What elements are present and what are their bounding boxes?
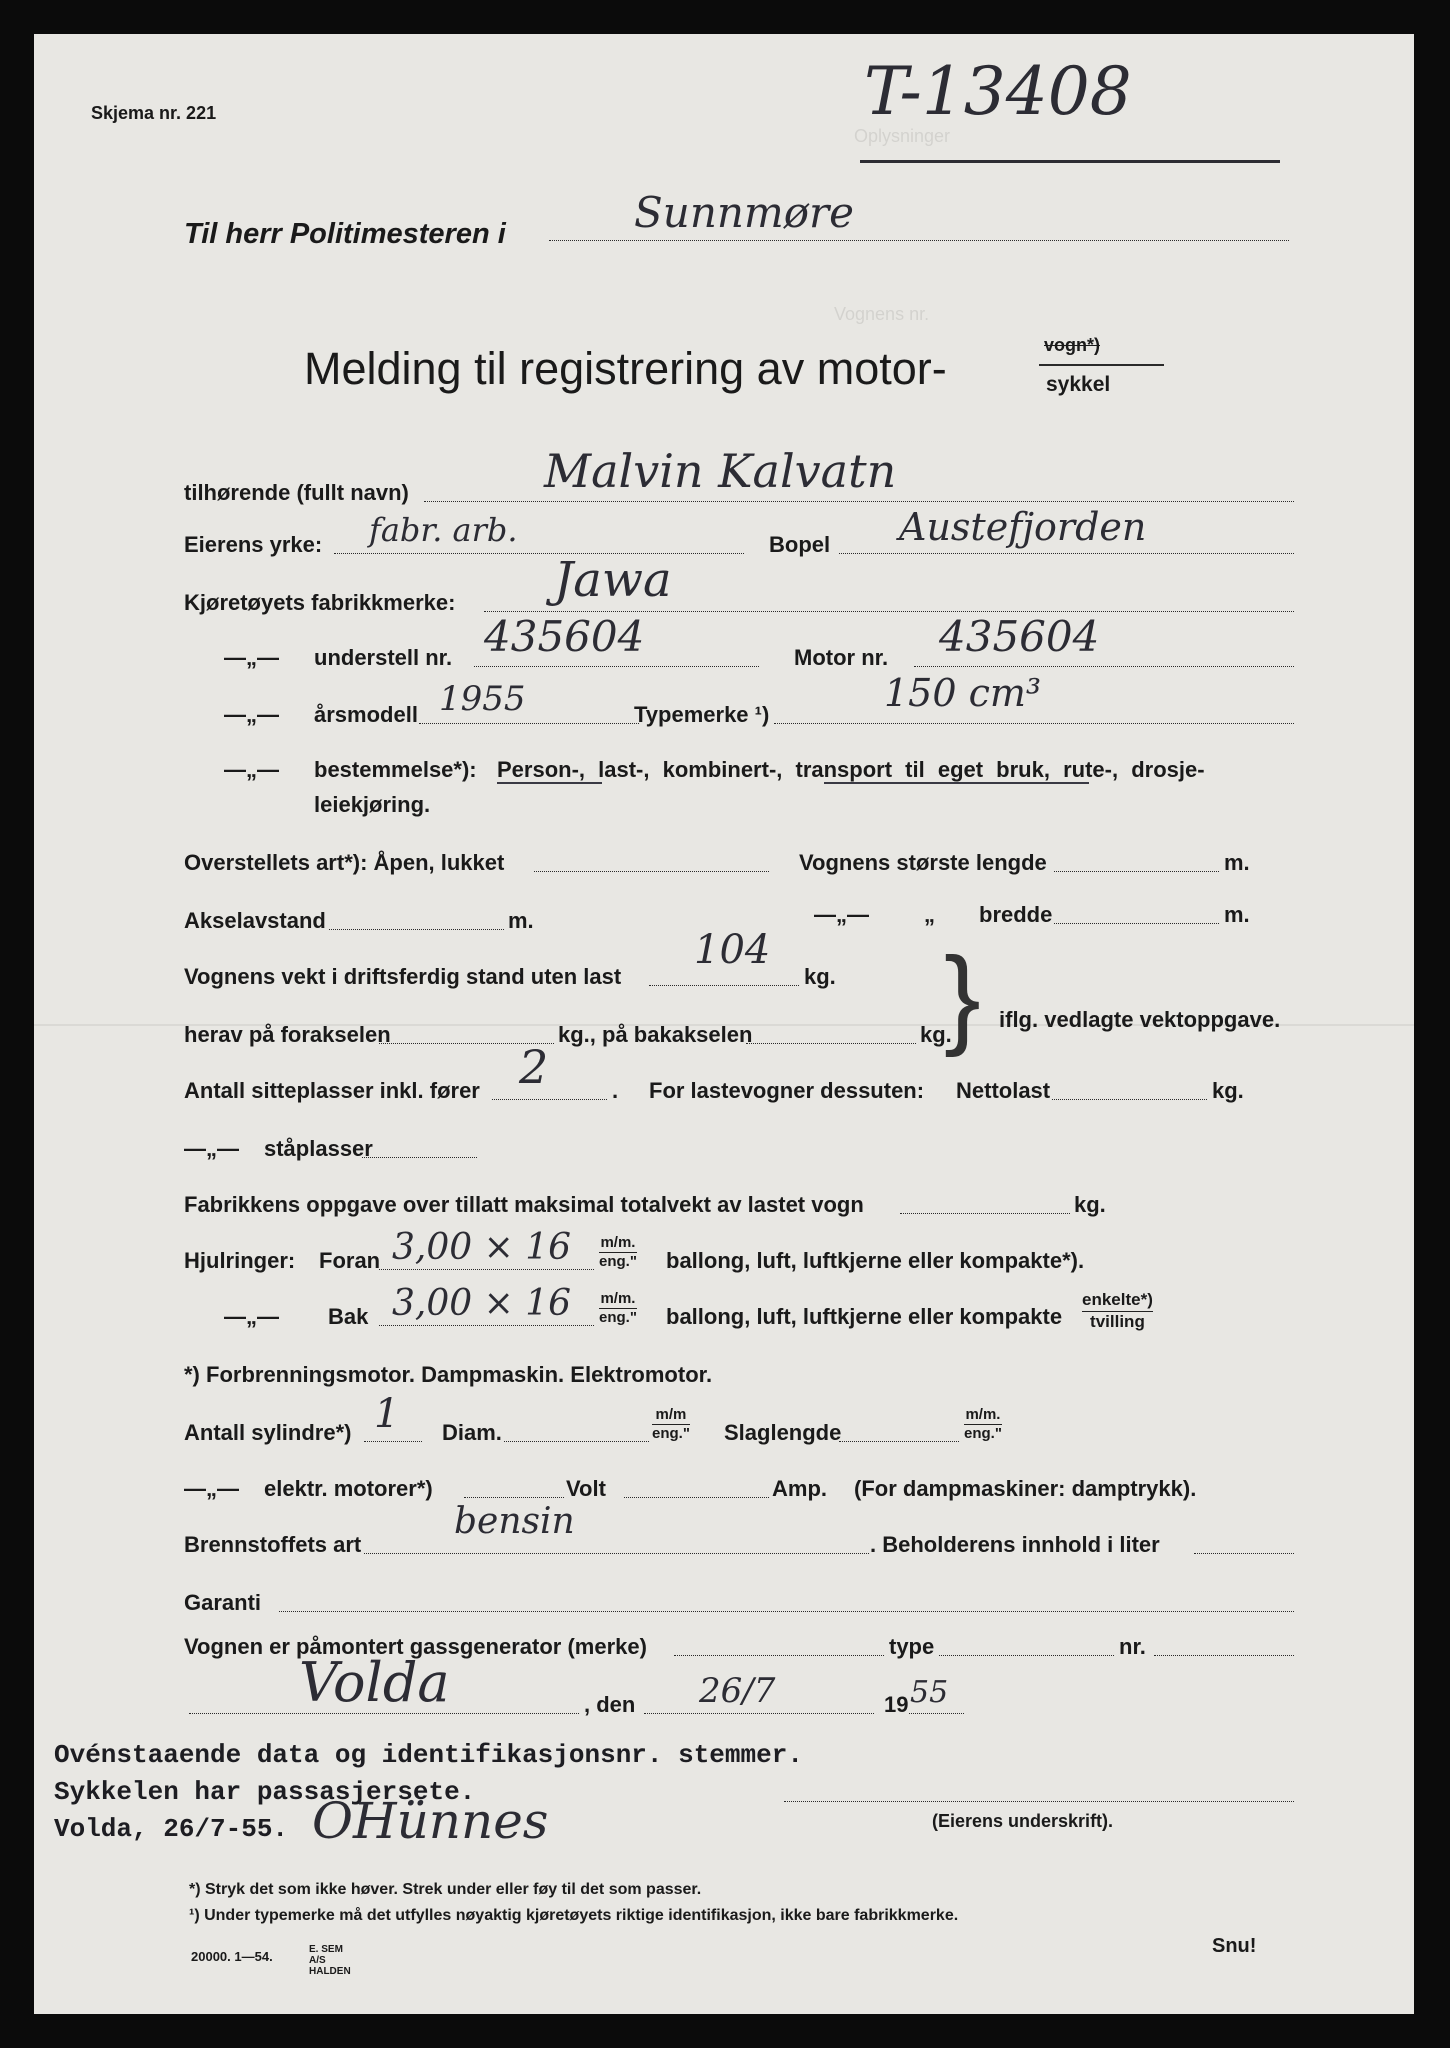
net-load-line	[1052, 1099, 1207, 1100]
warranty-line	[279, 1611, 1294, 1612]
footnote-1: *) Stryk det som ikke høver. Strek under eller føy til det som passer.	[189, 1881, 702, 1898]
turn-over-note: Snu!	[1212, 1935, 1257, 1957]
gas-type-label: type	[889, 1634, 935, 1659]
rear-wheel-value: 3,00 × 16	[392, 1283, 572, 1324]
make-label: Kjøretøyets fabrikkmerke:	[184, 590, 456, 615]
title-option-sykkel: sykkel	[1046, 373, 1111, 396]
owner-signature-label: (Eierens underskrift).	[932, 1811, 1114, 1831]
diam-line	[504, 1441, 649, 1442]
purpose-label: bestemmelse*):	[314, 757, 477, 782]
fuel-value: bensin	[454, 1501, 575, 1542]
purpose-underline-person	[497, 782, 602, 784]
volt-label: Volt	[566, 1476, 606, 1501]
length-line	[1054, 871, 1219, 872]
cylinders-value: 1	[374, 1391, 400, 1437]
length-label: Vognens største lengde	[799, 850, 1047, 875]
case-number: T-13408	[864, 53, 1132, 130]
diam-unit: m/m eng."	[652, 1406, 690, 1443]
cylinders-label: Antall sylindre*)	[184, 1420, 352, 1445]
date-line	[644, 1713, 874, 1714]
chassis-label: understell nr.	[314, 645, 453, 670]
title-fraction-bar	[1039, 364, 1164, 366]
ditto-mark: —„—	[224, 645, 279, 670]
volt-line	[624, 1497, 769, 1498]
seats-line	[492, 1099, 607, 1100]
width-label: bredde	[979, 902, 1053, 927]
cargo-label: For lastevogner dessuten:	[649, 1078, 925, 1103]
front-tire-unit: m/m. eng."	[599, 1234, 637, 1271]
year-prefix: 19	[884, 1692, 909, 1717]
printer-number: 20000. 1—54.	[191, 1949, 273, 1964]
ditto-mark: —„—	[224, 1304, 279, 1329]
stroke-label: Slaglengde	[724, 1420, 842, 1445]
residence-label: Bopel	[769, 532, 831, 557]
type-value: 150 cm³	[884, 671, 1042, 715]
max-weight-label: Fabrikkens oppgave over tillatt maksimal totalvekt av lastet vogn	[184, 1192, 864, 1217]
net-load-label: Nettolast	[956, 1078, 1051, 1103]
ditto-mark: —„—	[224, 757, 279, 782]
tank-line	[1194, 1553, 1294, 1554]
printer-name: E. SEM A/S HALDEN	[309, 1944, 351, 1977]
purpose-options: Person-, last-, kombinert-, transport til eget bruk, rute-, drosje-	[497, 757, 1205, 782]
electric-line	[464, 1497, 564, 1498]
rear-tire-unit: m/m. eng."	[599, 1290, 637, 1327]
year-value: 1955	[439, 679, 526, 719]
type-line	[774, 723, 1294, 724]
stroke-unit: m/m. eng."	[964, 1406, 1002, 1443]
officer-initials: OHünnes	[312, 1792, 549, 1850]
amp-label: Amp.	[772, 1476, 827, 1501]
front-wheel-label: Foran	[319, 1248, 381, 1273]
front-wheel-value: 3,00 × 16	[392, 1227, 572, 1268]
recipient-label: Til herr Politimesteren i	[184, 218, 506, 250]
gas-brand-line	[674, 1655, 884, 1656]
recipient-value: Sunnmøre	[634, 188, 854, 237]
form-title: Melding til registrering av motor-	[304, 343, 947, 394]
seats-value: 2	[519, 1040, 549, 1094]
typed-note-line1: Ovénstaaende data og identifikasjonsnr. stemmer.	[54, 1740, 803, 1770]
typed-note-line2: Sykkelen har passasjersete.	[54, 1777, 476, 1807]
front-axle-label: herav på forakselen	[184, 1022, 391, 1047]
max-weight-unit: kg.	[1074, 1192, 1106, 1217]
weight-note: iflg. vedlagte vektoppgave.	[999, 1007, 1281, 1032]
single-or-twin: enkelte*) tvilling	[1082, 1290, 1153, 1331]
recipient-line	[549, 240, 1289, 241]
cylinders-line	[364, 1441, 422, 1442]
gas-nr-line	[1154, 1655, 1294, 1656]
net-load-unit: kg.	[1212, 1078, 1244, 1103]
owner-label: tilhørende (fullt navn)	[184, 480, 409, 505]
typed-note-line3: Volda, 26/7-55.	[54, 1814, 289, 1844]
owner-signature-line	[784, 1801, 1294, 1802]
axle-unit: m.	[508, 908, 534, 933]
axle-line	[329, 929, 504, 930]
title-option-vogn: vogn*)	[1044, 335, 1100, 355]
rear-wheel-line	[379, 1325, 594, 1326]
weight-bracket: }	[944, 935, 981, 1058]
weight-label: Vognens vekt i driftsferdig stand uten last	[184, 964, 622, 989]
occupation-line	[334, 553, 744, 554]
seats-label: Antall sitteplasser inkl. fører	[184, 1078, 480, 1103]
gas-nr-label: nr.	[1119, 1634, 1146, 1659]
length-unit: m.	[1224, 850, 1250, 875]
tank-label: . Beholderens innhold i liter	[870, 1532, 1160, 1557]
motor-line	[914, 666, 1294, 667]
fuel-line	[364, 1553, 869, 1554]
owner-value: Malvin Kalvatn	[544, 444, 897, 498]
front-wheel-line	[379, 1269, 594, 1270]
purpose-underline-transport	[824, 782, 1089, 784]
year-line	[909, 1713, 964, 1714]
weight-value: 104	[694, 927, 771, 973]
year-label: årsmodell	[314, 702, 418, 727]
rear-axle-unit: kg.	[920, 1022, 952, 1047]
motor-label: Motor nr.	[794, 645, 889, 670]
occupation-label: Eierens yrke:	[184, 532, 323, 557]
chassis-value: 435604	[484, 612, 645, 661]
year-line	[419, 723, 639, 724]
width-unit: m.	[1224, 902, 1250, 927]
ditto-quote: „	[924, 902, 935, 927]
place-value: Volda	[299, 1651, 450, 1714]
date-label: , den	[584, 1692, 636, 1717]
motor-value: 435604	[939, 612, 1100, 661]
case-number-underline	[860, 160, 1280, 163]
diam-label: Diam.	[442, 1420, 502, 1445]
engine-types: *) Forbrenningsmotor. Dampmaskin. Elektromotor.	[184, 1362, 713, 1387]
owner-line	[424, 501, 1294, 502]
weight-unit: kg.	[804, 964, 836, 989]
ditto-mark: —„—	[224, 702, 279, 727]
standing-label: ståplasser	[264, 1136, 373, 1161]
warranty-label: Garanti	[184, 1590, 262, 1615]
footnote-2: ¹) Under typemerke må det utfylles nøyaktig kjøretøyets riktige identifikasjon, ikke bare fabrikkmerke.	[189, 1907, 959, 1924]
rear-axle-label: kg., på bakakselen	[558, 1022, 753, 1047]
rear-tire-types: ballong, luft, luftkjerne eller kompakte	[666, 1304, 1063, 1329]
residence-line	[839, 553, 1294, 554]
chassis-line	[474, 666, 759, 667]
body-line	[534, 871, 769, 872]
axle-label: Akselavstand	[184, 908, 326, 933]
max-weight-line	[900, 1213, 1070, 1214]
ditto-mark: —„—	[814, 902, 869, 927]
stroke-line	[839, 1441, 959, 1442]
front-tire-types: ballong, luft, luftkjerne eller kompakte*).	[666, 1248, 1085, 1273]
form-sheet: Oplysninger Vognens nr. Skjema nr. 221 T-13408 Til herr Politimesteren i Sunnmøre Melding til registrering av motor- vogn*) sykkel tilhørende (fullt navn) Malvin Kalvatn Eierens yrke: fabr. arb. Bopel Austefjorden Kjøretøyets fabrikkmerke: Jawa —„— understell nr. 435604 Motor nr. 435604 —„— årsmodell 1955 Typemerke ¹) 150 cm³ —„— bestemmelse*): Person-, last-, kombinert-, transport til eget bruk, rute-, drosje- leiekjøring. Overstellets art*): Åpen, lukket Vognens største lengde m. Akselavstand m. —„— „ bredde m. Vognens vekt i driftsferdig stand uten last 104 kg. herav på forakselen kg., på bakakselen kg. } iflg. vedlagte vektoppgave. Antall sitteplasser inkl. fører 2 . For lastevogner dessuten: Nettolast kg. —„— ståplasser Fabrikkens oppgave over tillatt maksimal totalvekt av lastet vogn kg. Hjulringer: Foran 3,00 × 16 m/m. eng." ballong, luft, luftkjerne eller kompakte*). —„— Bak 3,00 × 16 m/m. eng." ballong, luft, luftkjerne eller kompakte enkelte*) tvilling *) Forbrenningsmotor. Dampmaskin. Elektromotor. Antall sylindre*) 1 Diam. m/m eng." Slaglengde m/m. eng." —„— elektr. motorer*) Volt Amp. (For dampmaskiner: damptrykk). Brennstoffets art bensin . Beholderens innhold i liter Garanti Vognen er påmontert gassgenerator (merke) type nr. Volda , den 26/7 19 55 Ovénstaaende data og identifikasjonsnr. stemmer. Sykkelen har passasjersete. Volda, 26/7-55. OHünnes (Eierens underskrift). *) Stryk det som ikke høver. Strek under eller føy til det som passer. ¹) Under typemerke må det utfylles nøyaktig kjøretøyets riktige identifikasjon, ikke bare fabrikkmerke. 20000. 1—54. E. SEM A/S HALDEN Snu!	[34, 34, 1414, 2014]
ditto-mark: —„—	[184, 1476, 239, 1501]
fuel-label: Brennstoffets art	[184, 1532, 362, 1557]
ditto-mark: —„—	[184, 1136, 239, 1161]
steam-label: (For dampmaskiner: damptrykk).	[854, 1476, 1197, 1501]
gas-type-line	[939, 1655, 1114, 1656]
width-line	[1054, 923, 1219, 924]
electric-label: elektr. motorer*)	[264, 1476, 433, 1501]
schema-number: Skjema nr. 221	[91, 103, 217, 123]
residence-value: Austefjorden	[899, 505, 1147, 549]
gas-label: Vognen er påmontert gassgenerator (merke)	[184, 1634, 647, 1659]
standing-line	[362, 1157, 477, 1158]
wheels-label: Hjulringer:	[184, 1248, 296, 1273]
bleed-through-text: Oplysninger	[854, 126, 951, 146]
purpose-options-continued: leiekjøring.	[314, 792, 431, 817]
weight-line	[649, 985, 799, 986]
body-label: Overstellets art*): Åpen, lukket	[184, 850, 505, 875]
type-label: Typemerke ¹)	[634, 702, 770, 727]
year-suffix: 55	[910, 1675, 949, 1710]
date-value: 26/7	[699, 1671, 776, 1711]
rear-wheel-label: Bak	[328, 1304, 369, 1329]
rear-axle-line	[746, 1043, 916, 1044]
make-value: Jawa	[554, 552, 672, 608]
bleed-through-text: Vognens nr.	[834, 304, 930, 324]
occupation-value: fabr. arb.	[369, 511, 518, 549]
